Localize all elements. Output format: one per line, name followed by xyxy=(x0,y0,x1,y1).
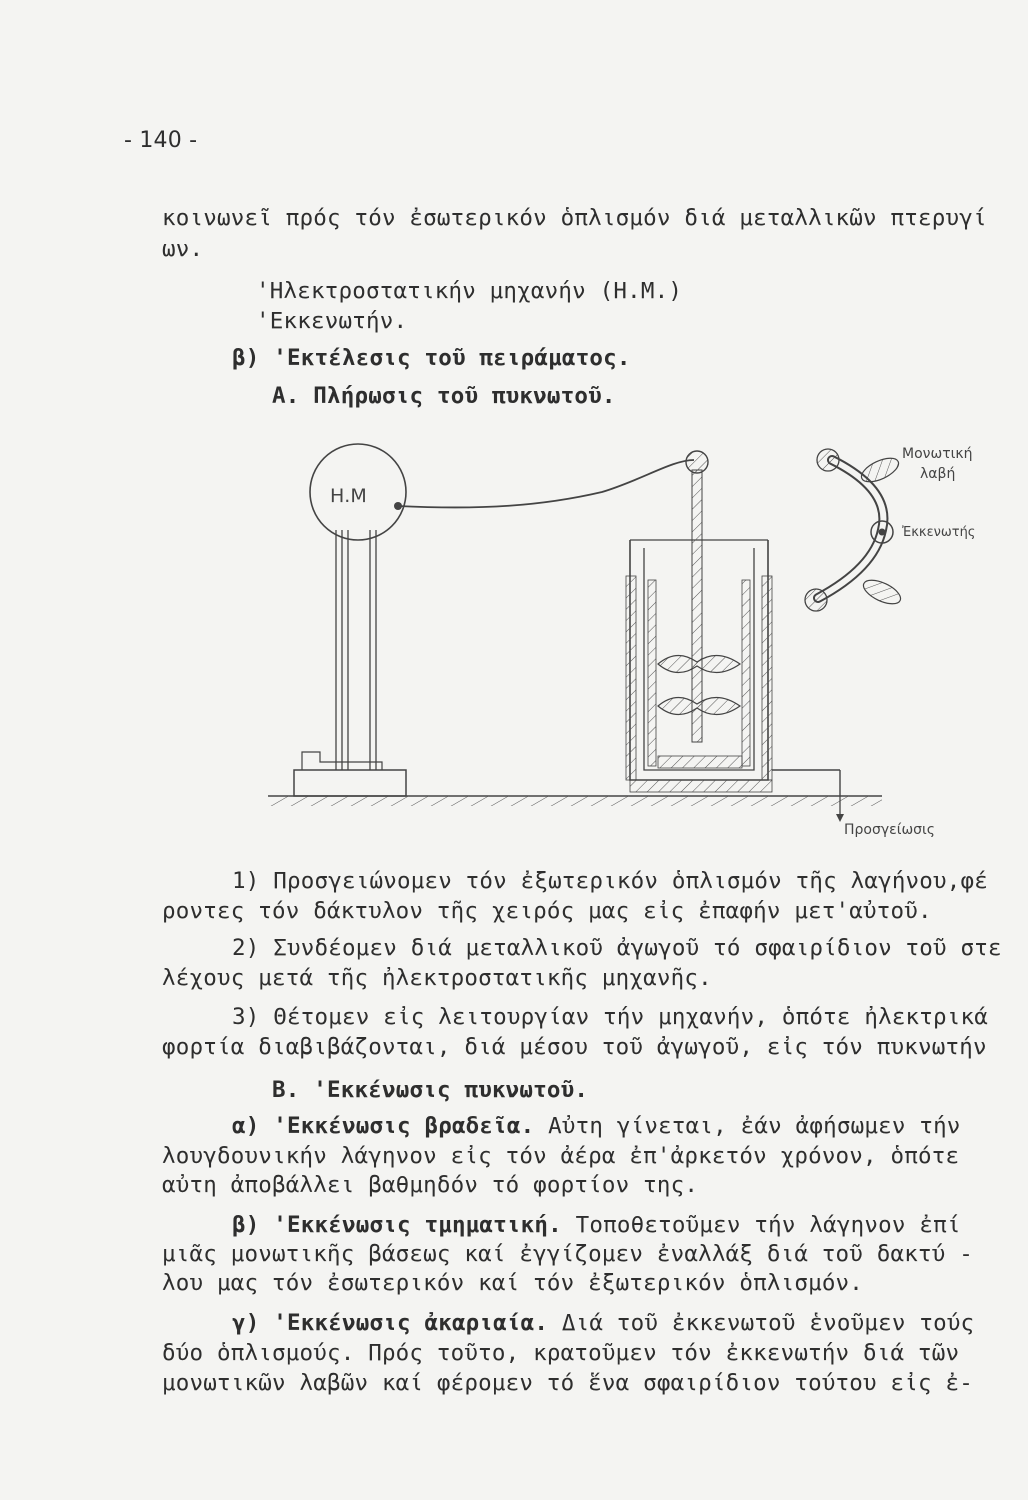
subheading-discharge: Β. 'Εκκένωσις πυκνωτοῦ. xyxy=(272,1077,589,1103)
partial-discharge-text: Τοποθετοῦμεν τήν λάγηνον ἐπί xyxy=(575,1212,961,1238)
step-1-line-2: ροντες τόν δάκτυλον τῆς χειρός μας εἰς ἐπαφήν μετ'αὐτοῦ. xyxy=(162,898,932,924)
list-item-electrostatic-machine: 'Ηλεκτροστατικήν μηχανήν (Η.Μ.) xyxy=(256,278,683,304)
apparatus-diagram xyxy=(262,430,1022,840)
handle-label-line2: λαβή xyxy=(920,466,956,482)
step-2-line-1: 2) Συνδέομεν διά μεταλλικοῦ ἀγωγοῦ τό σφαιρίδιον τοῦ στε xyxy=(232,935,1002,961)
instant-discharge-text: Διά τοῦ ἐκκενωτοῦ ἑνοῦμεν τούς xyxy=(561,1310,975,1336)
subheading-charging: Α. Πλήρωσις τοῦ πυκνωτοῦ. xyxy=(272,383,616,409)
discharger-ball-top xyxy=(817,449,839,471)
slow-discharge-line-1 xyxy=(232,1113,961,1139)
ground-line xyxy=(268,796,882,806)
instant-discharge-line-3: μονωτικῶν λαβῶν καί φέρομεν τό ἕνα σφαιρίδιον τούτου εἰς ἐ- xyxy=(162,1370,974,1396)
handle-label-line1: Μονωτική xyxy=(902,446,973,462)
partial-discharge-line-2: μιᾶς μονωτικῆς βάσεως καί ἐγγίζομεν ἐναλλάξ διά τοῦ δακτύ - xyxy=(162,1241,974,1267)
discharger-ball-bottom xyxy=(805,589,827,611)
jar-terminal-ball xyxy=(686,451,708,473)
slow-discharge-line-2: λουγδουνικήν λάγηνον εἰς τόν ἀέρα ἐπ'ἀρκετόν χρόνον, ὁπότε xyxy=(162,1143,960,1169)
instant-discharge-title: γ) 'Εκκένωσις ἀκαριαία. xyxy=(232,1310,549,1336)
step-1-line-1: 1) Προσγειώνομεν τόν ἐξωτερικόν ὁπλισμόν τῆς λαγήνου,φέ xyxy=(232,868,989,894)
discharger-label: Ἐκκενωτής xyxy=(902,525,976,540)
list-item-discharger: 'Εκκενωτήν. xyxy=(256,308,408,334)
slow-discharge-line-3: αὐτη ἀποβάλλει βαθμηδόν τό φορτίον της. xyxy=(162,1172,699,1198)
ground-label: Προσγείωσις xyxy=(844,822,935,838)
intro-line-1: κοινωνεῖ πρός τόν ἐσωτερικόν ὁπλισμόν διά μεταλλικῶν πτερυγί xyxy=(162,205,987,231)
slow-discharge-title: α) 'Εκκένωσις βραδεῖα. xyxy=(232,1113,535,1139)
intro-line-2: ων. xyxy=(162,236,204,262)
partial-discharge-line-1 xyxy=(232,1212,961,1238)
machine-label: Η.Μ xyxy=(330,485,367,507)
page-number: - 140 - xyxy=(124,128,198,153)
step-2-line-2: λέχους μετά τῆς ἠλεκτροστατικῆς μηχανῆς. xyxy=(162,965,712,991)
partial-discharge-title: β) 'Εκκένωσις τμηματική. xyxy=(232,1212,562,1238)
step-3-line-1: 3) Θέτομεν εἰς λειτουργίαν τήν μηχανήν, ὁπότε ἠλεκτρικά xyxy=(232,1004,989,1030)
connecting-wire xyxy=(398,460,694,507)
apparatus-figure xyxy=(262,430,1022,840)
partial-discharge-line-3: λου μας τόν ἐσωτερικόν καί τόν ἐξωτερικόν ὁπλισμόν. xyxy=(162,1270,864,1296)
section-heading-execution: β) 'Εκτέλεσις τοῦ πειράματος. xyxy=(232,345,631,371)
electrostatic-machine xyxy=(294,444,406,796)
insulating-handle-bottom xyxy=(860,575,904,608)
instant-discharge-line-2: δύο ὁπλισμούς. Πρός τοῦτο, κρατοῦμεν τόν ἐκκενωτήν διά τῶν xyxy=(162,1340,960,1366)
slow-discharge-text: Αὐτη γίνεται, ἐάν ἀφήσωμεν τήν xyxy=(548,1113,961,1139)
instant-discharge-line-1 xyxy=(232,1310,974,1336)
discharger xyxy=(805,446,975,611)
leyden-jar xyxy=(626,451,772,792)
step-3-line-2: φορτία διαβιβάζονται, διά μέσου τοῦ ἀγωγοῦ, εἰς τόν πυκνωτήν xyxy=(162,1034,987,1060)
